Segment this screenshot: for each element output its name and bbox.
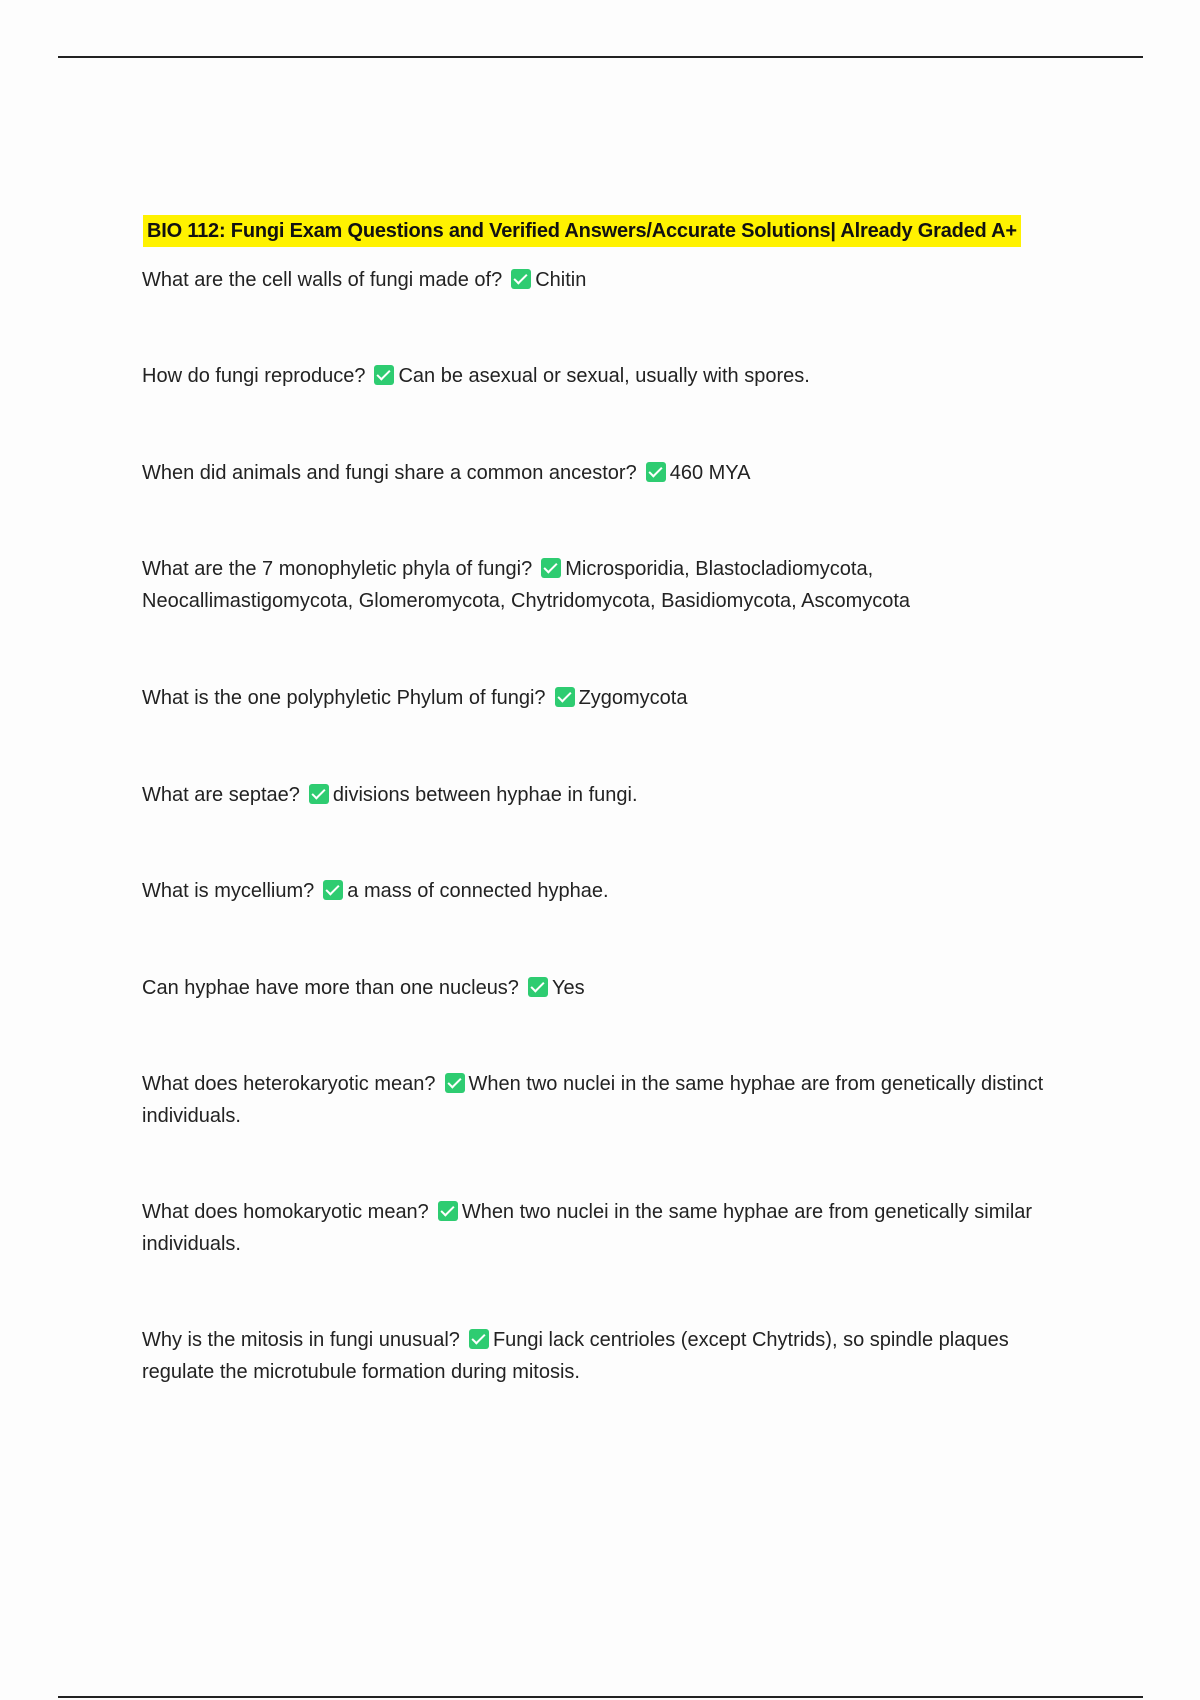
qa-item bbox=[142, 457, 1062, 489]
document-title: BIO 112: Fungi Exam Questions and Verified Answers/Accurate Solutions| Already Graded A+ bbox=[143, 215, 1021, 247]
question-text: What is the one polyphyletic Phylum of fungi? bbox=[142, 687, 546, 709]
check-icon bbox=[438, 1201, 458, 1221]
check-icon bbox=[541, 558, 561, 578]
question-text: When did animals and fungi share a common ancestor? bbox=[142, 462, 637, 484]
qa-item bbox=[142, 264, 1062, 296]
question-text: What does heterokaryotic mean? bbox=[142, 1073, 436, 1095]
qa-item bbox=[142, 1324, 1062, 1388]
qa-item bbox=[142, 682, 1062, 714]
answer-text: When two nuclei in the same hyphae are from genetically distinct individuals. bbox=[142, 1073, 1044, 1127]
footer-rule bbox=[58, 1696, 1143, 1698]
answer-text: divisions between hyphae in fungi. bbox=[332, 784, 638, 806]
qa-item bbox=[142, 972, 1062, 1004]
qa-item bbox=[142, 779, 1062, 811]
check-icon bbox=[323, 880, 343, 900]
check-icon bbox=[445, 1073, 465, 1093]
question-text: What are the cell walls of fungi made of? bbox=[142, 269, 503, 291]
question-text: What are septae? bbox=[142, 784, 300, 806]
answer-text: Zygomycota bbox=[578, 687, 688, 709]
check-icon bbox=[511, 269, 531, 289]
check-icon bbox=[646, 462, 666, 482]
answer-text: Fungi lack centrioles (except Chytrids), so spindle plaques regulate the microtubule formation during mitosis. bbox=[142, 1329, 1009, 1383]
question-text: How do fungi reproduce? bbox=[142, 365, 366, 387]
qa-item bbox=[142, 360, 1062, 392]
answer-text: 460 MYA bbox=[669, 462, 751, 484]
question-text: Why is the mitosis in fungi unusual? bbox=[142, 1329, 460, 1351]
header-rule bbox=[58, 56, 1143, 58]
question-text: What does homokaryotic mean? bbox=[142, 1201, 429, 1223]
answer-text: a mass of connected hyphae. bbox=[347, 880, 609, 902]
check-icon bbox=[528, 977, 548, 997]
title-block bbox=[143, 215, 1021, 247]
qa-item bbox=[142, 875, 1062, 907]
check-icon bbox=[309, 784, 329, 804]
answer-text: Can be asexual or sexual, usually with spores. bbox=[398, 365, 810, 387]
question-text: What is mycellium? bbox=[142, 880, 315, 902]
check-icon bbox=[469, 1329, 489, 1349]
answer-text: Microsporidia, Blastocladiomycota, Neocallimastigomycota, Glomeromycota, Chytridomycota, Basidiomycota, Ascomycota bbox=[142, 558, 911, 612]
check-icon bbox=[374, 365, 394, 385]
qa-item bbox=[142, 1068, 1062, 1132]
question-text: Can hyphae have more than one nucleus? bbox=[142, 977, 519, 999]
answer-text: Chitin bbox=[535, 269, 587, 291]
qa-item bbox=[142, 553, 1062, 617]
check-icon bbox=[555, 687, 575, 707]
answer-text: When two nuclei in the same hyphae are from genetically similar individuals. bbox=[142, 1201, 1033, 1255]
question-text: What are the 7 monophyletic phyla of fungi? bbox=[142, 558, 533, 580]
qa-item bbox=[142, 1196, 1062, 1260]
answer-text: Yes bbox=[551, 977, 585, 999]
